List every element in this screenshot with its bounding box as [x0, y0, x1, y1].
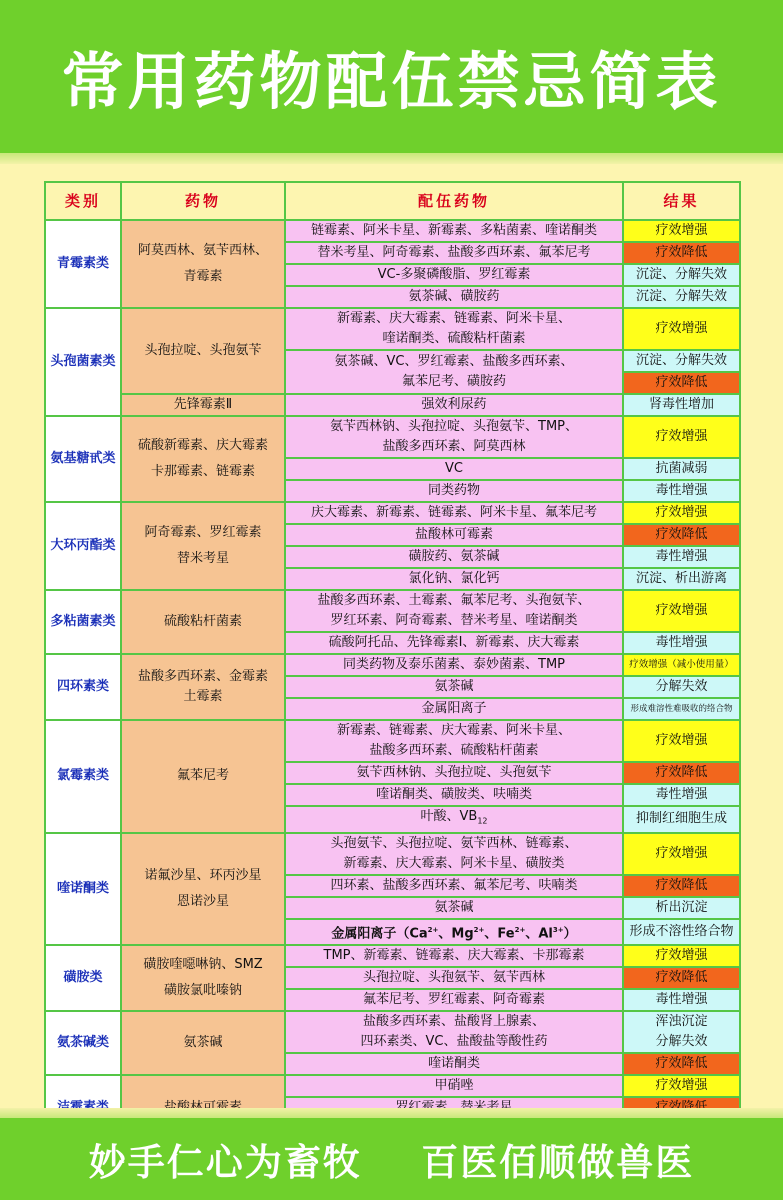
result-cell: 疗效增强 — [623, 220, 740, 242]
table-row — [45, 945, 740, 967]
title-divider — [0, 153, 783, 164]
combo-cell: 强效利尿药 — [285, 394, 623, 416]
drug-cell — [121, 416, 285, 502]
combo-cell: 甲硝唑 — [285, 1075, 623, 1097]
result-cell: 分解失效 — [623, 676, 740, 698]
drug-cell: 氨茶碱 — [121, 1011, 285, 1075]
result-cell: 沉淀、分解失效 — [623, 286, 740, 308]
page-title: 常用药物配伍禁忌简表 — [61, 45, 722, 118]
result-cell: 毒性增强 — [623, 989, 740, 1011]
combo-line: 盐酸多西环素、硫酸粘杆菌素 — [369, 743, 539, 758]
drug-cell — [121, 833, 285, 945]
drug-cell — [121, 945, 285, 1011]
header-result: 结果 — [623, 182, 740, 220]
combo-text: 、Fe — [484, 925, 515, 941]
result-cell: 形成不溶性络合物 — [623, 919, 740, 945]
combo-cell — [285, 590, 623, 632]
combo-line: 氨苄西林钠、头孢拉啶、头孢氨苄、TMP、 — [330, 419, 578, 434]
combo-cell: 四环素、盐酸多西环素、氟苯尼考、呋喃类 — [285, 875, 623, 897]
table-row — [45, 416, 740, 458]
combo-line: 新霉素、链霉素、庆大霉素、阿米卡星、 — [336, 723, 571, 738]
category-cell: 青霉素类 — [45, 220, 121, 308]
combo-line: 盐酸多西环素、盐酸肾上腺素、 — [362, 1013, 545, 1029]
drug-line: 青霉素 — [183, 269, 223, 284]
combo-cell: VC-多聚磷酸脂、罗红霉素 — [285, 264, 623, 286]
combo-cell: 磺胺药、氨茶碱 — [285, 546, 623, 568]
table-row — [45, 1011, 740, 1053]
combo-cell: 氨茶碱、磺胺药 — [285, 286, 623, 308]
drug-cell — [121, 654, 285, 720]
drug-line: 阿奇霉素、罗红霉素 — [144, 525, 262, 540]
combo-cell: 替米考星、阿奇霉素、盐酸多西环素、氟苯尼考 — [285, 242, 623, 264]
combo-text: 、Mg — [438, 925, 474, 941]
result-cell: 疗效增强（减小使用量） — [623, 654, 740, 676]
category-cell: 氨基糖甙类 — [45, 416, 121, 502]
combo-cell: 氟苯尼考、罗红霉素、阿奇霉素 — [285, 989, 623, 1011]
combo-cell: 同类药物及泰乐菌素、泰妙菌素、TMP — [285, 654, 623, 676]
result-cell: 沉淀、分解失效 — [623, 350, 740, 372]
category-cell: 大环丙酯类 — [45, 502, 121, 590]
incompatibility-table — [44, 181, 741, 1142]
table-row — [45, 220, 740, 242]
combo-cell: 氨茶碱 — [285, 897, 623, 919]
category-cell: 四环素类 — [45, 654, 121, 720]
drug-line: 磺胺喹噁啉钠、SMZ — [143, 956, 263, 972]
category-cell: 喹诺酮类 — [45, 833, 121, 945]
combo-line: 盐酸多西环素、阿莫西林 — [382, 439, 526, 454]
footer-slogan: 妙手仁心为畜牧 百医佰顺做兽医 — [88, 1141, 695, 1184]
combo-text: 金属阳离子（Ca — [331, 925, 428, 941]
result-cell: 毒性增强 — [623, 784, 740, 806]
combo-cell — [285, 919, 623, 945]
drug-line: 硫酸新霉素、庆大霉素 — [137, 438, 268, 453]
drug-cell: 先锋霉素Ⅱ — [121, 394, 285, 416]
drug-line: 卡那霉素、链霉素 — [150, 464, 255, 479]
title-banner — [0, 0, 783, 153]
result-cell: 疗效增强 — [623, 1075, 740, 1097]
combo-line: 喹诺酮类、硫酸粘杆菌素 — [382, 331, 526, 346]
result-cell: 肾毒性增加 — [623, 394, 740, 416]
combo-cell: 氨苄西林钠、头孢拉啶、头孢氨苄 — [285, 762, 623, 784]
category-cell: 多粘菌素类 — [45, 590, 121, 654]
header-combination: 配伍药物 — [285, 182, 623, 220]
result-cell: 形成难溶性难吸收的络合物 — [623, 698, 740, 720]
combo-cell: VC — [285, 458, 623, 480]
result-line: 浑浊沉淀 — [655, 1013, 708, 1029]
footer-divider — [0, 1108, 783, 1118]
combo-cell: 硫酸阿托品、先锋霉素Ⅰ、新霉素、庆大霉素 — [285, 632, 623, 654]
combo-cell — [285, 308, 623, 350]
table-row — [45, 1075, 740, 1097]
combo-cell: 氯化钠、氯化钙 — [285, 568, 623, 590]
combo-line: 盐酸多西环素、土霉素、氟苯尼考、头孢氨苄、 — [317, 593, 591, 608]
result-cell: 疗效降低 — [623, 1053, 740, 1075]
combo-cell: 金属阳离子 — [285, 698, 623, 720]
drug-line: 替米考星 — [176, 551, 229, 566]
drug-line: 盐酸多西环素、金霉素 — [137, 669, 268, 684]
result-cell: 疗效降低 — [623, 875, 740, 897]
table-row — [45, 394, 740, 416]
drug-line: 土霉素 — [183, 689, 223, 704]
category-cell: 头孢菌素类 — [45, 308, 121, 416]
combo-cell — [285, 350, 623, 394]
header-category: 类别 — [45, 182, 121, 220]
drug-line: 阿莫西林、氨苄西林、 — [137, 243, 268, 258]
result-cell: 疗效增强 — [623, 833, 740, 875]
result-cell: 沉淀、分解失效 — [623, 264, 740, 286]
result-cell — [623, 1011, 740, 1053]
result-cell: 抗菌减弱 — [623, 458, 740, 480]
header-drug: 药物 — [121, 182, 285, 220]
combo-cell: 庆大霉素、新霉素、链霉素、阿米卡星、氟苯尼考 — [285, 502, 623, 524]
result-cell: 析出沉淀 — [623, 897, 740, 919]
result-cell: 疗效降低 — [623, 242, 740, 264]
drug-cell: 头孢拉啶、头孢氨苄 — [121, 308, 285, 394]
combo-line: 氟苯尼考、磺胺药 — [401, 374, 506, 389]
category-cell: 氨茶碱类 — [45, 1011, 121, 1075]
category-cell: 氯霉素类 — [45, 720, 121, 833]
combo-cell — [285, 806, 623, 833]
combo-cell: 喹诺酮类、磺胺类、呋喃类 — [285, 784, 623, 806]
result-cell: 疗效降低 — [623, 372, 740, 394]
result-cell: 毒性增强 — [623, 546, 740, 568]
combo-cell — [285, 720, 623, 762]
drug-cell — [121, 220, 285, 308]
combo-cell: TMP、新霉素、链霉素、庆大霉素、卡那霉素 — [285, 945, 623, 967]
drug-cell — [121, 502, 285, 590]
combo-text: 叶酸、VB — [420, 809, 478, 824]
result-cell: 疗效降低 — [623, 524, 740, 546]
table-row — [45, 833, 740, 875]
result-cell: 毒性增强 — [623, 480, 740, 502]
combo-cell — [285, 833, 623, 875]
table-header-row — [45, 182, 740, 220]
result-cell: 疗效降低 — [623, 967, 740, 989]
combo-cell: 头孢拉啶、头孢氨苄、氨苄西林 — [285, 967, 623, 989]
combo-text: 、Al — [525, 925, 553, 941]
result-cell: 疗效增强 — [623, 720, 740, 762]
ion-charge: 3+ — [552, 925, 564, 934]
result-cell: 沉淀、析出游离 — [623, 568, 740, 590]
combo-line: 新霉素、庆大霉素、链霉素、阿米卡星、 — [336, 311, 571, 326]
table-row — [45, 308, 740, 350]
footer-banner — [0, 1118, 783, 1200]
ion-charge: 2+ — [514, 925, 526, 934]
drug-line: 恩诺沙星 — [176, 893, 229, 909]
combo-subscript: 12 — [477, 816, 488, 826]
combo-cell: 同类药物 — [285, 480, 623, 502]
combo-cell: 链霉素、阿米卡星、新霉素、多粘菌素、喹诺酮类 — [285, 220, 623, 242]
table-row — [45, 654, 740, 676]
result-line: 分解失效 — [655, 1033, 708, 1049]
combo-line: 四环素类、VC、盐酸盐等酸性药 — [360, 1033, 548, 1049]
ion-charge: 2+ — [427, 925, 439, 934]
combo-line: 氨茶碱、VC、罗红霉素、盐酸多西环素、 — [334, 354, 574, 369]
combo-line: 新霉素、庆大霉素、阿米卡星、磺胺类 — [343, 855, 565, 871]
ion-charge: 2+ — [473, 925, 485, 934]
drug-cell: 氟苯尼考 — [121, 720, 285, 833]
result-cell: 疗效增强 — [623, 502, 740, 524]
result-cell: 毒性增强 — [623, 632, 740, 654]
combo-cell: 喹诺酮类 — [285, 1053, 623, 1075]
table-row — [45, 720, 740, 762]
combo-cell — [285, 416, 623, 458]
combo-cell — [285, 1011, 623, 1053]
category-cell: 磺胺类 — [45, 945, 121, 1011]
combo-text: ） — [563, 925, 577, 941]
result-cell: 疗效增强 — [623, 945, 740, 967]
result-cell: 疗效增强 — [623, 416, 740, 458]
result-cell: 抑制红细胞生成 — [623, 806, 740, 833]
combo-cell: 盐酸林可霉素 — [285, 524, 623, 546]
drug-line: 诺氟沙星、环丙沙星 — [144, 867, 262, 883]
drug-cell: 硫酸粘杆菌素 — [121, 590, 285, 654]
combo-line: 罗红环素、阿奇霉素、替米考星、喹诺酮类 — [330, 613, 578, 628]
result-cell: 疗效增强 — [623, 590, 740, 632]
table-row — [45, 502, 740, 524]
drug-line: 磺胺氯吡嗪钠 — [163, 982, 242, 998]
combo-line: 头孢氨苄、头孢拉啶、氨苄西林、链霉素、 — [330, 835, 578, 851]
combo-cell: 氨茶碱 — [285, 676, 623, 698]
table-row — [45, 590, 740, 632]
result-cell: 疗效降低 — [623, 762, 740, 784]
result-cell: 疗效增强 — [623, 308, 740, 350]
